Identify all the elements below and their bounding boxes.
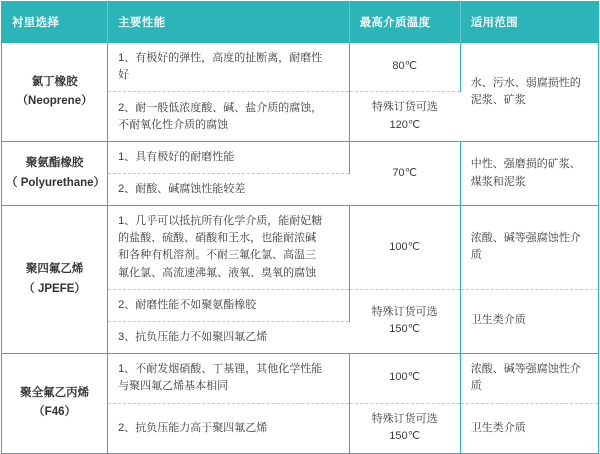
performance-cell	[108, 142, 349, 174]
performance-line4: 氟化氯、高流速沸氟、液氧、臭氧的腐蚀	[118, 266, 317, 279]
performance-line1: 2、耐一般低浓度酸、碱、盐介质的腐蚀，	[118, 101, 323, 114]
application-line1: 水、污水、弱腐损性的	[470, 76, 581, 89]
performance-cell	[108, 206, 349, 289]
performance-cell	[108, 92, 349, 142]
temperature-cell	[349, 92, 460, 142]
performance-line1: 1、几乎可以抵抗所有化学介质，能耐妃糖	[118, 215, 323, 228]
material-name-cell	[2, 206, 108, 353]
performance-line2: 与聚四氟乙烯基本相同	[118, 380, 229, 393]
temperature-line2: 150℃	[389, 430, 420, 443]
performance-line1: 1、不耐发烟硝酸、丁基锂，其他化学性能	[118, 363, 323, 376]
material-name-cell	[2, 43, 108, 142]
performance-line1: 1、具有极好的耐磨性能	[118, 151, 235, 164]
temperature-cell	[349, 43, 460, 92]
column-header-application: 适用范围	[460, 2, 598, 43]
temperature-line2: 150℃	[389, 323, 420, 336]
table-row	[2, 206, 599, 289]
performance-line1: 1、有极好的弹性，高度的扯断离，耐磨性	[118, 52, 323, 64]
temperature-cell	[349, 403, 460, 453]
temperature-line1: 特殊订货可选	[371, 101, 438, 114]
material-name-line2: （ JPEFE）	[23, 282, 86, 295]
temperature-line1: 100℃	[389, 371, 420, 384]
temperature-cell	[349, 353, 460, 403]
performance-line2: 不耐氧化性介质的腐蚀	[118, 118, 229, 131]
table-header-row	[2, 2, 599, 43]
column-header-lining: 衬里选择	[2, 2, 108, 43]
table-body	[2, 43, 599, 454]
lining-selection-table	[1, 1, 599, 454]
performance-cell	[108, 403, 349, 453]
temperature-line1: 80℃	[392, 60, 417, 73]
application-cell	[460, 142, 598, 206]
table-row	[2, 353, 599, 403]
temperature-line2: 120℃	[389, 118, 421, 131]
material-name-line1: 聚四氟乙烯	[25, 262, 84, 275]
column-header-performance: 主要性能	[108, 2, 349, 43]
performance-line1: 2、抗负压能力高于聚四氟乙烯	[118, 421, 268, 434]
column-header-max-temperature: 最高介质温度	[349, 2, 460, 43]
performance-cell	[108, 289, 349, 321]
temperature-line1: 特殊订货可选	[371, 305, 438, 318]
application-cell	[460, 43, 598, 142]
performance-line2: 的盐酸、硫酸、硝酸和王水，也能耐浓碱	[118, 232, 317, 245]
temperature-line1: 100℃	[389, 240, 420, 253]
performance-cell	[108, 174, 349, 206]
performance-line1: 2、耐磨性能不如聚氨酯橡胶	[118, 298, 257, 311]
performance-cell	[108, 353, 349, 403]
performance-cell	[108, 43, 349, 92]
performance-line1: 3、抗负压能力不如聚四氟乙烯	[118, 330, 268, 343]
application-line1: 中性、强磨损的矿浆、	[470, 158, 581, 171]
application-cell	[460, 403, 598, 453]
temperature-cell	[349, 142, 460, 206]
application-line1: 卫生类介质	[470, 314, 526, 327]
material-name-line1: 聚全氟乙丙烯	[20, 386, 90, 399]
material-name-cell	[2, 353, 108, 453]
material-name-line1: 聚氨酯橡胶	[25, 157, 84, 170]
material-name-line2: （F46）	[33, 406, 76, 419]
material-name-line2: （Neoprene）	[16, 95, 93, 108]
application-line1: 卫生类介质	[470, 421, 526, 434]
material-name-line2: （ Polyurethane）	[6, 176, 106, 189]
performance-cell	[108, 321, 349, 353]
temperature-line1: 70℃	[392, 167, 417, 180]
material-name-line1: 氯丁橡胶	[31, 75, 78, 88]
application-line1: 浓酸、碱等强腐蚀性介	[470, 231, 581, 244]
temperature-line1: 特殊订货可选	[371, 412, 438, 425]
table-row	[2, 142, 599, 174]
table-header	[2, 2, 599, 43]
performance-line3: 和各种有机溶剂。不耐三氟化氯、高温三	[118, 249, 317, 262]
application-line2: 质	[470, 380, 482, 393]
application-cell	[460, 206, 598, 289]
performance-line1: 2、耐酸、碱腐蚀性能较差	[118, 183, 246, 196]
performance-line2: 好	[118, 69, 130, 82]
application-cell	[460, 353, 598, 403]
table-row	[2, 43, 599, 92]
temperature-cell	[349, 289, 460, 353]
application-line2: 泥浆、矿浆	[470, 94, 526, 107]
material-name-cell	[2, 142, 108, 206]
application-line1: 浓酸、碱等强腐蚀性介	[470, 362, 581, 375]
application-line2: 煤浆和泥浆	[470, 175, 526, 188]
application-cell	[460, 289, 598, 353]
application-line2: 质	[470, 249, 482, 262]
temperature-cell	[349, 206, 460, 289]
